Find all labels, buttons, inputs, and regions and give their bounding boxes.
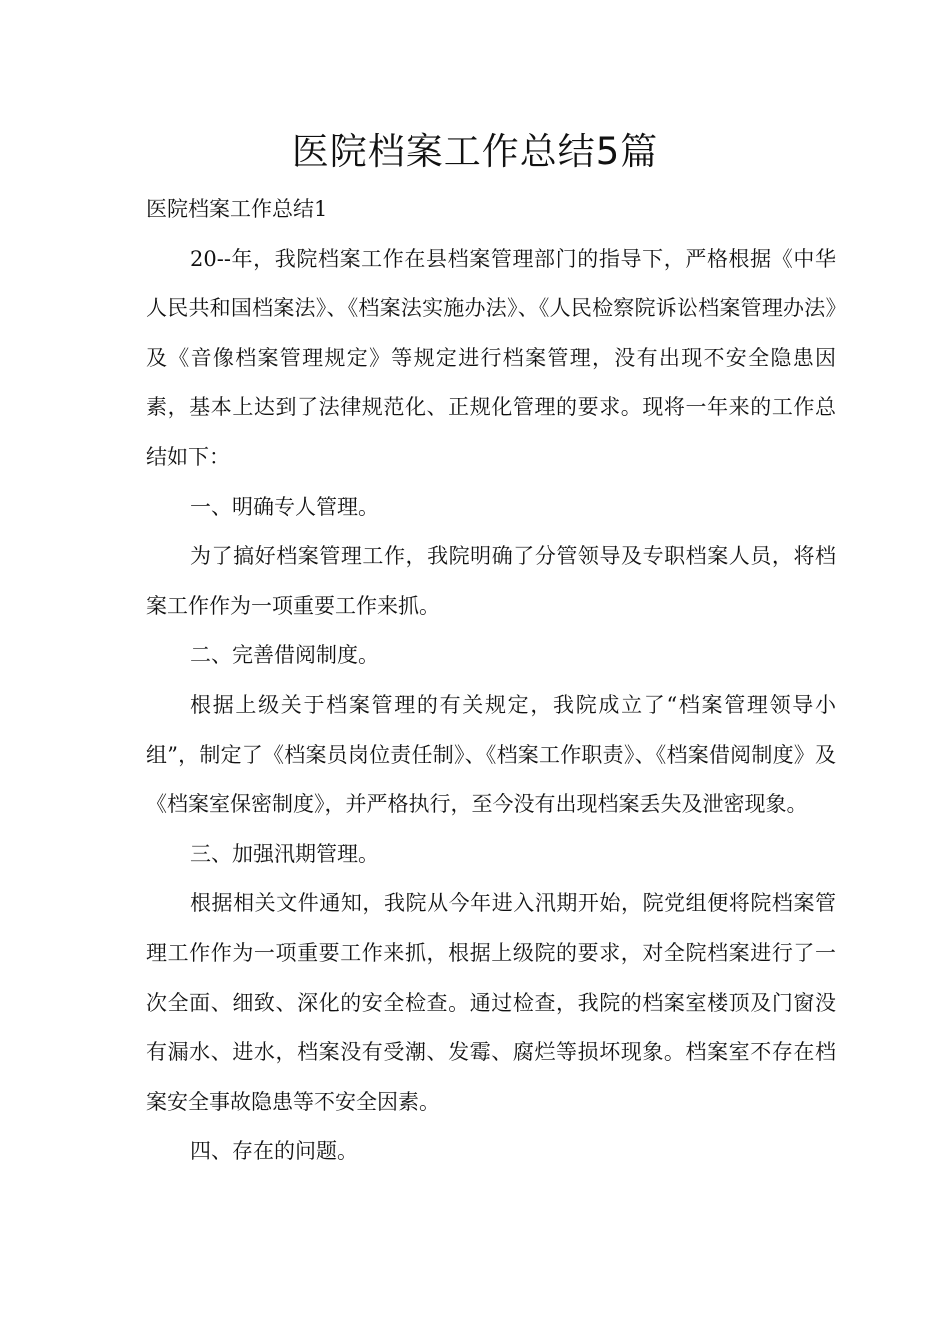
paragraph-intro: 20--年，我院档案工作在县档案管理部门的指导下，严格根据《中华人民共和国档案法》、《档案法实施办法》、《人民检察院诉讼档案管理办法》及《音像档案管理规定》等规定进行档案管理，没有出现不安全隐患因素，基本上达到了法律规范化、正规化管理的要求。现将一年来的工作总结如下： <box>146 246 836 469</box>
heading-item-2: 二、完善借阅制度。 <box>190 643 379 668</box>
heading-item-3: 三、加强汛期管理。 <box>190 841 379 866</box>
document-title: 医院档案工作总结5篇 <box>291 130 659 173</box>
paragraph-item-1: 为了搞好档案管理工作，我院明确了分管领导及专职档案人员，将档案工作作为一项重要工作来抓。 <box>146 544 836 618</box>
paragraph-item-2: 根据上级关于档案管理的有关规定，我院成立了“档案管理领导小组”，制定了《档案员岗位责任制》、《档案工作职责》、《档案借阅制度》及《档案室保密制度》，并严格执行，至今没有出现档案丢失及泄密现象。 <box>146 692 836 817</box>
heading-item-1: 一、明确专人管理。 <box>190 494 379 519</box>
section-heading: 医院档案工作总结1 <box>146 197 328 221</box>
document-body <box>146 185 836 1177</box>
heading-item-4: 四、存在的问题。 <box>190 1139 358 1164</box>
paragraph-item-3: 根据相关文件通知，我院从今年进入汛期开始，院党组便将院档案管理工作作为一项重要工作来抓，根据上级院的要求，对全院档案进行了一次全面、细致、深化的安全检查。通过检查，我院的档案室楼顶及门窗没有漏水、进水，档案没有受潮、发霉、腐烂等损坏现象。档案室不存在档案安全事故隐患等不安全因素。 <box>146 891 836 1114</box>
